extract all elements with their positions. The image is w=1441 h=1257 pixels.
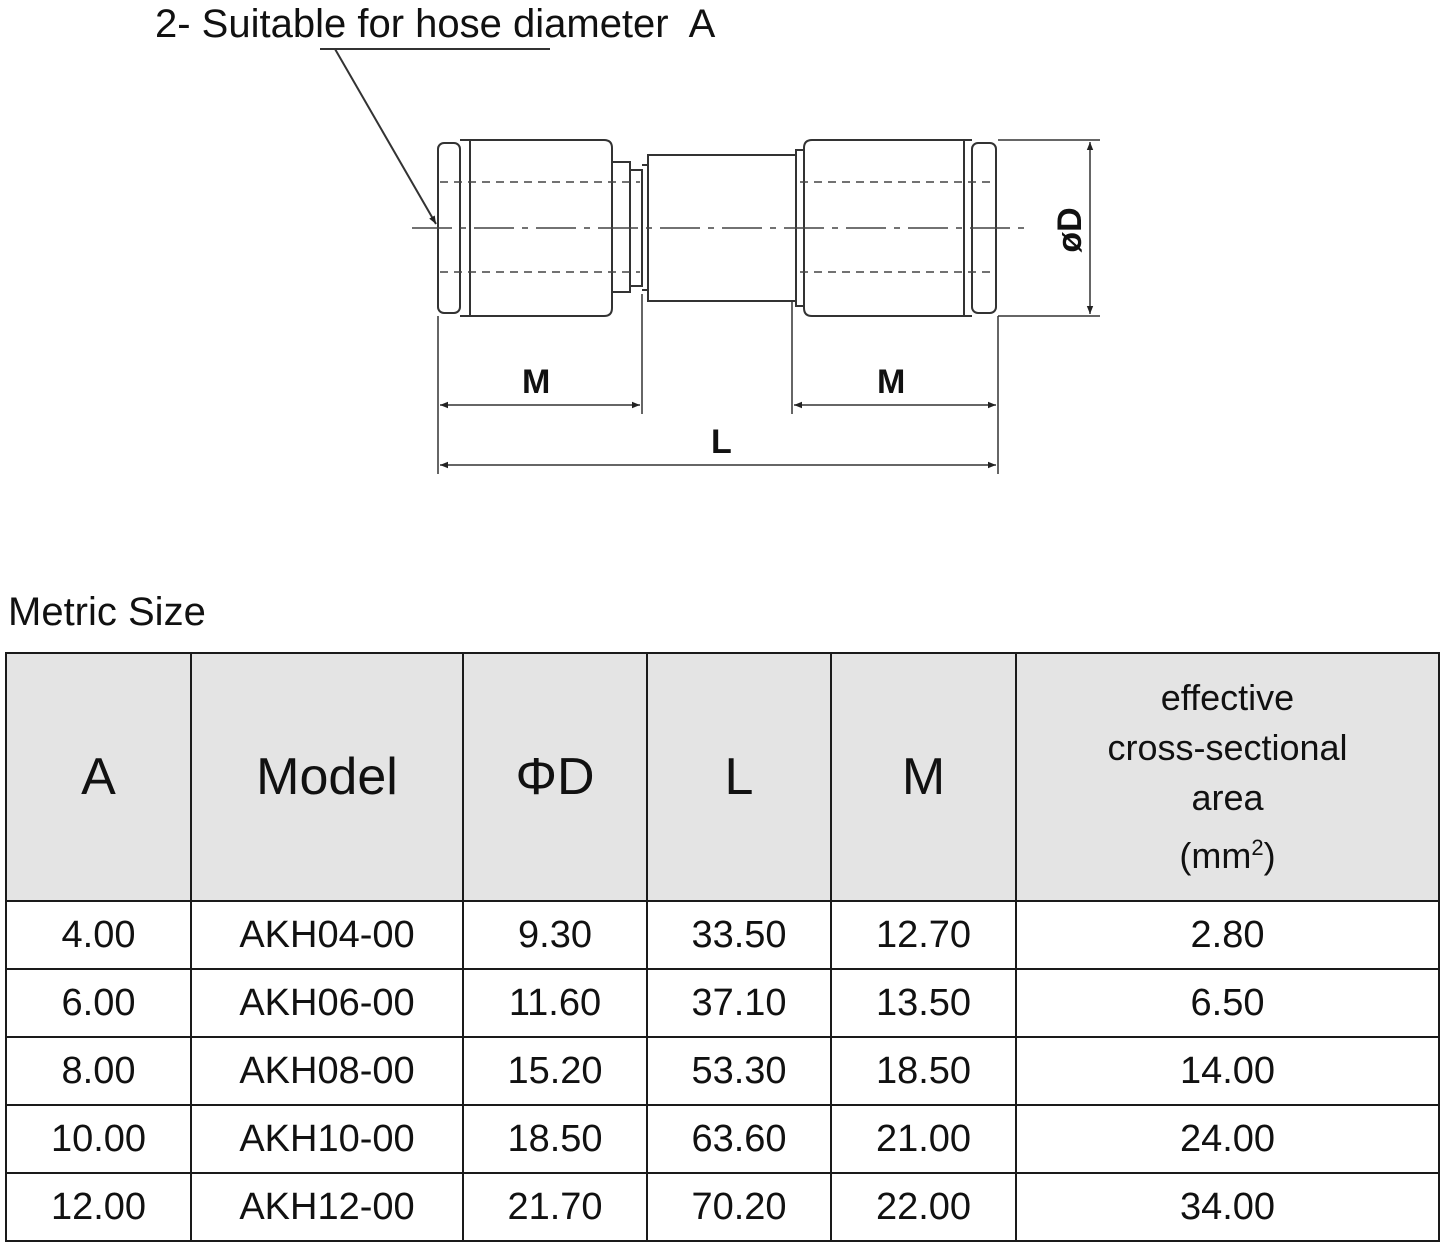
cell-l: 33.50 bbox=[647, 901, 831, 969]
cell-a: 10.00 bbox=[6, 1105, 191, 1173]
cell-od: 11.60 bbox=[463, 969, 647, 1037]
cell-l: 37.10 bbox=[647, 969, 831, 1037]
dim-label-l: L bbox=[711, 423, 732, 461]
cell-area: 14.00 bbox=[1016, 1037, 1439, 1105]
header-od: ΦD bbox=[463, 653, 647, 901]
header-effective-area bbox=[1016, 653, 1439, 901]
dim-label-m-right: M bbox=[877, 363, 906, 401]
table-row bbox=[6, 1173, 1439, 1241]
cell-model: AKH04-00 bbox=[191, 901, 463, 969]
table-row bbox=[6, 901, 1439, 969]
cell-l: 63.60 bbox=[647, 1105, 831, 1173]
cell-model: AKH08-00 bbox=[191, 1037, 463, 1105]
cell-m: 13.50 bbox=[831, 969, 1016, 1037]
dim-label-od: øD bbox=[1051, 207, 1089, 253]
cell-m: 21.00 bbox=[831, 1105, 1016, 1173]
dim-label-m-left: M bbox=[522, 363, 551, 401]
cell-a: 4.00 bbox=[6, 901, 191, 969]
table-header-row bbox=[6, 653, 1439, 901]
cell-od: 15.20 bbox=[463, 1037, 647, 1105]
cell-l: 70.20 bbox=[647, 1173, 831, 1241]
cell-a: 12.00 bbox=[6, 1173, 191, 1241]
metric-size-table bbox=[5, 652, 1440, 1242]
cell-m: 22.00 bbox=[831, 1173, 1016, 1241]
table-row bbox=[6, 1037, 1439, 1105]
hose-diameter-callout: 2- Suitable for hose diameter A bbox=[155, 2, 716, 46]
cell-area: 24.00 bbox=[1016, 1105, 1439, 1173]
cell-od: 18.50 bbox=[463, 1105, 647, 1173]
cell-model: AKH12-00 bbox=[191, 1173, 463, 1241]
header-model: Model bbox=[191, 653, 463, 901]
table-row bbox=[6, 1105, 1439, 1173]
cell-l: 53.30 bbox=[647, 1037, 831, 1105]
table-title: Metric Size bbox=[8, 590, 206, 634]
header-area-line2: cross-sectional bbox=[1107, 727, 1348, 768]
callout-leader bbox=[335, 49, 436, 224]
extension-lines bbox=[438, 140, 1100, 474]
cell-od: 9.30 bbox=[463, 901, 647, 969]
cell-m: 18.50 bbox=[831, 1037, 1016, 1105]
cell-area: 2.80 bbox=[1016, 901, 1439, 969]
bore-hidden-lines bbox=[440, 182, 994, 272]
header-area-unit: $(mm^2)$ bbox=[1179, 835, 1276, 876]
cell-area: 34.00 bbox=[1016, 1173, 1439, 1241]
cell-a: 6.00 bbox=[6, 969, 191, 1037]
header-m: M bbox=[831, 653, 1016, 901]
header-area-line3: area bbox=[1191, 777, 1264, 818]
header-a: A bbox=[6, 653, 191, 901]
cell-m: 12.70 bbox=[831, 901, 1016, 969]
header-area-line1: effective bbox=[1160, 677, 1295, 718]
cell-model: AKH10-00 bbox=[191, 1105, 463, 1173]
header-l: L bbox=[647, 653, 831, 901]
cell-model: AKH06-00 bbox=[191, 969, 463, 1037]
fitting-drawing bbox=[0, 0, 1441, 560]
table-row bbox=[6, 969, 1439, 1037]
cell-a: 8.00 bbox=[6, 1037, 191, 1105]
cell-area: 6.50 bbox=[1016, 969, 1439, 1037]
cell-od: 21.70 bbox=[463, 1173, 647, 1241]
